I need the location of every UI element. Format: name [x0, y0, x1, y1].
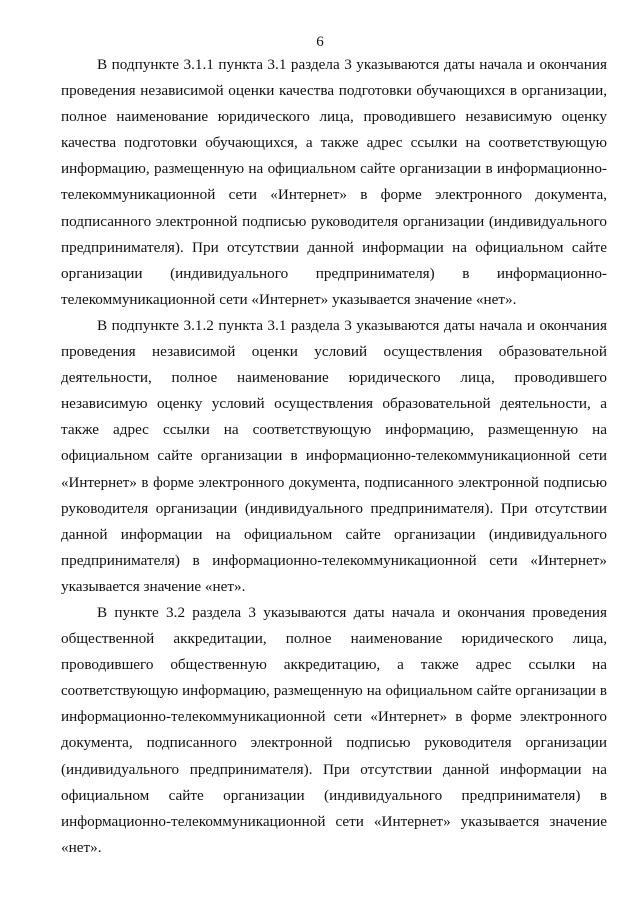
- paragraph: [61, 52, 607, 313]
- text-line: В пункте 3.2 раздела 3 указываются даты начала и окончания проведения: [97, 603, 607, 621]
- text-line: соответствующую информацию, размещенную на официальном сайте организации в: [61, 683, 607, 700]
- text-line: В подпункте 3.1.2 пункта 3.1 раздела 3 указываются даты начала и окончания: [97, 316, 607, 334]
- text-line: проведения независимой оценки качества подготовки обучающихся в организации,: [61, 82, 607, 100]
- text-line: информационно-телекоммуникационной сети «Интернет» в форме электронного: [61, 708, 607, 726]
- text-line: «Интернет» в форме электронного документа, подписанного электронной подписью: [61, 474, 607, 491]
- text-line: информационно-телекоммуникационной сети «Интернет» указывается значение: [61, 812, 607, 830]
- text-line: информацию, размещенную на официальном сайте организации в информационно-: [61, 160, 607, 178]
- text-line: «нет».: [61, 838, 102, 856]
- text-line: В подпункте 3.1.1 пункта 3.1 раздела 3 указываются даты начала и окончания: [97, 56, 607, 73]
- body-text: [61, 52, 607, 861]
- text-line: подписанного электронной подписью руководителя организации (индивидуального: [61, 212, 607, 230]
- text-line: предпринимателя). При отсутствии данной информации на официальном сайте: [61, 238, 607, 256]
- text-line: официальном сайте организации в информационно-телекоммуникационной сети: [61, 447, 607, 465]
- text-line: указывается значение «нет».: [61, 577, 246, 595]
- text-line: организации (индивидуального предпринимателя) в информационно-: [61, 264, 607, 282]
- text-line: документа, подписанного электронной подписью руководителя организации: [61, 734, 607, 752]
- paragraph: [61, 313, 607, 600]
- text-line: телекоммуникационной сети «Интернет» в форме электронного документа,: [61, 186, 607, 204]
- text-line: (индивидуального предпринимателя). При отсутствии данной информации на: [61, 760, 607, 778]
- text-line: проведения независимой оценки условий осуществления образовательной: [61, 343, 607, 361]
- text-line: официальном сайте организации (индивидуального предпринимателя) в: [61, 786, 607, 804]
- page-number: 6: [316, 34, 324, 50]
- text-line: руководителя организации (индивидуального предпринимателя). При отсутствии: [61, 499, 607, 517]
- paragraph: [61, 600, 607, 861]
- text-line: качества подготовки обучающихся, а также адрес ссылки на соответствующую: [61, 134, 607, 152]
- text-line: полное наименование юридического лица, проводившего независимую оценку: [61, 108, 607, 126]
- text-line: также адрес ссылки на соответствующую информацию, размещенную на: [61, 421, 607, 439]
- text-line: общественной аккредитации, полное наименование юридического лица,: [61, 630, 607, 648]
- text-line: независимую оценку условий осуществления образовательной деятельности, а: [61, 395, 607, 413]
- text-line: проводившего общественную аккредитацию, а также адрес ссылки на: [61, 656, 607, 674]
- text-line: данной информации на официальном сайте организации (индивидуального: [61, 525, 607, 543]
- text-line: деятельности, полное наименование юридического лица, проводившего: [61, 369, 607, 387]
- text-line: телекоммуникационной сети «Интернет» указывается значение «нет».: [61, 290, 517, 308]
- text-line: предпринимателя) в информационно-телекоммуникационной сети «Интернет»: [61, 551, 607, 569]
